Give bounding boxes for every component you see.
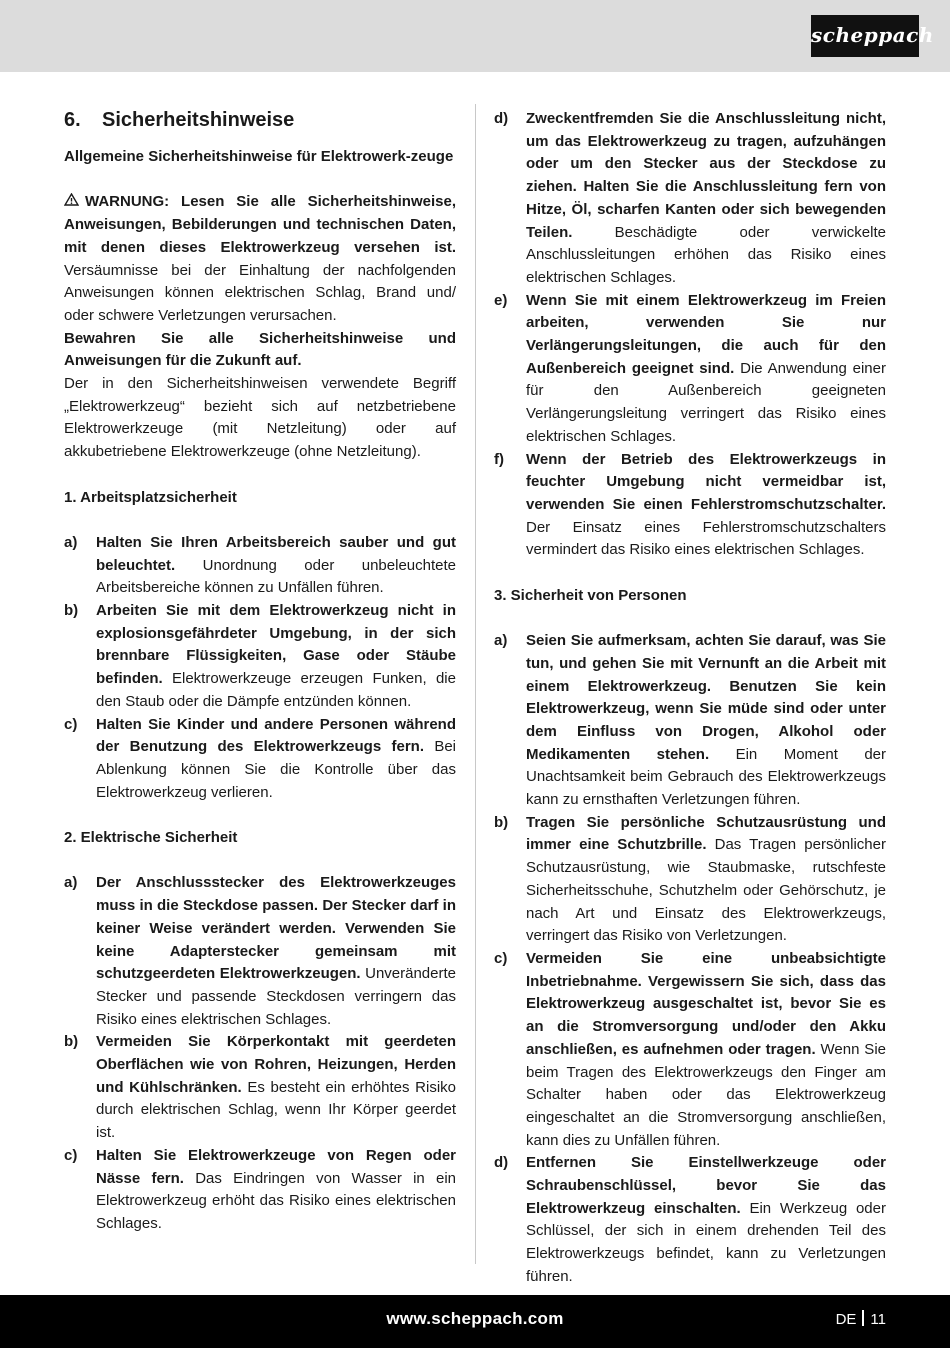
- list-item-body-text: Bei Ablenkung können Sie die Kontrolle über das Elektrowerkzeug verlieren.: [96, 738, 456, 801]
- list-item-bold-text: Tragen Sie persönliche Schutzausrüstung und immer eine Schutzbrille.: [526, 813, 886, 854]
- list-item-label: d): [494, 1154, 509, 1172]
- list-item-bold-text: Zweckentfremden Sie die Anschlussleitung nicht, um das Elektrowerkzeug zu tragen, aufzuhängen oder um den Stecker aus der Steckdose zu ziehen. Halten Sie die Anschlussleitung fern von Hitze, Öl, scharfen Kanten oder sich bewegenden Teilen.: [526, 110, 886, 241]
- list-item-label: c): [64, 715, 78, 733]
- page-header: [0, 0, 950, 72]
- list-item: [494, 108, 886, 290]
- warning-paragraph: [64, 191, 456, 327]
- list-item-body-text: Wenn Sie beim Tragen des Elektrowerkzeugs den Finger am Schalter haben oder das Elektrowerkzeug eingeschaltet an die Stromversorgung anschließen, kann dies zu Unfällen führen.: [526, 1040, 886, 1149]
- list-item-bold-text: Wenn Sie mit einem Elektrowerkzeug im Freien arbeiten, verwenden Sie nur Verlängerungsleitungen, die auch für den Außenbereich geeignet sind.: [526, 291, 886, 377]
- list-item: [64, 714, 456, 805]
- list-item-label: b): [64, 1033, 79, 1051]
- list-item-bold-text: Entfernen Sie Einstellwerkzeuge oder Schraubenschlüssel, bevor Sie das Elektrowerkzeug einschalten.: [526, 1154, 886, 1217]
- warning-triangle-icon: [64, 191, 79, 214]
- list-item-body-text: Ein Moment der Unachtsamkeit beim Gebrauch des Elektrowerkzeugs kann zu ernsthaften Verletzungen führen.: [526, 745, 886, 809]
- list-item-bold-text: Der Anschlussstecker des Elektrowerkzeuges muss in die Steckdose passen. Der Stecker darf in keiner Weise verändert werden. Verwenden Sie keine Adapterstecker gemeinsam mit schutzgeerdeten Elektrowerkzeugen.: [96, 874, 456, 983]
- list-item: [494, 449, 886, 563]
- list-item-body-text: Unordnung oder unbeleuchtete Arbeitsbereiche können zu Unfällen führen.: [96, 556, 456, 597]
- list-item-label: c): [494, 949, 508, 967]
- list-item-label: e): [494, 291, 508, 309]
- list-item-label: a): [494, 632, 508, 650]
- list-item-text: [526, 290, 886, 449]
- list-item: [64, 1031, 456, 1145]
- list-item-body-text: Die Anwendung einer für den Außenbereich geeigneten Verlängerungsleitung verringert das Risiko eines elektrischen Schlages.: [526, 359, 886, 445]
- subsection-heading-electrical: 2. Elektrische Sicherheit: [64, 829, 238, 847]
- scheppach-logo: scheppach: [811, 15, 919, 57]
- list-item-label: b): [64, 602, 79, 620]
- electrical-safety-list: [64, 872, 456, 1235]
- list-item-body-text: Ein Werkzeug oder Schlüssel, der sich in einem drehenden Teil des Elektrowerkzeugs befindet, kann zu Verletzungen führen.: [526, 1199, 886, 1285]
- list-item-label: a): [64, 533, 78, 551]
- list-item-text: [96, 532, 456, 600]
- list-item-text: [526, 108, 886, 290]
- list-item-bold-text: Vermeiden Sie eine unbeabsichtigte Inbetriebnahme. Vergewissern Sie sich, dass das Elektrowerkzeug ausgeschaltet ist, bevor Sie es an die Stromversorgung und/oder den Akku anschließen, es aufnehmen oder tragen.: [526, 949, 886, 1058]
- section-heading: [64, 108, 456, 132]
- list-item-body-text: Das Eindringen von Wasser in ein Elektrowerkzeug erhöht das Risiko eines elektrischen Schlages.: [96, 1169, 457, 1232]
- subsection-heading-personal: 3. Sicherheit von Personen: [494, 586, 687, 604]
- list-item-text: [526, 812, 886, 948]
- warning-body-text: Versäumnisse bei der Einhaltung der nachfolgenden Anweisungen können elektrischen Schlag, Brand und/ oder schwere Verletzungen verursachen.: [64, 261, 456, 324]
- column-divider: [475, 104, 476, 1264]
- personal-safety-list: [494, 630, 886, 1288]
- list-item: [494, 290, 886, 449]
- keep-instructions-text: Bewahren Sie alle Sicherheitshinweise und Anweisungen für die Zukunft auf.: [64, 329, 456, 370]
- general-heading: Allgemeine Sicherheitshinweise für Elektrowerk-zeuge: [64, 148, 454, 165]
- list-item-bold-text: Halten Sie Elektrowerkzeuge von Regen oder Nässe fern.: [96, 1146, 456, 1187]
- list-item: [494, 812, 886, 948]
- list-item-body-text: Unveränderte Stecker und passende Steckdosen verringern das Risiko eines elektrischen Schlages.: [96, 965, 456, 1028]
- list-item: [494, 948, 886, 1152]
- list-item: [494, 630, 886, 812]
- warning-bold-text: WARNUNG: Lesen Sie alle Sicherheitshinweise, Anweisungen, Bebilderungen und technischen Daten, mit denen dieses Elektrowerkzeug versehen ist.: [64, 193, 456, 256]
- term-definition-text: Der in den Sicherheitshinweisen verwendete Begriff „Elektrowerkzeug“ bezieht sich auf netzbetriebene Elektrowerkzeuge (mit Netzleitung) oder auf akkubetriebene Elektrowerkzeuge (ohne Netzleitung).: [64, 375, 456, 461]
- list-item-bold-text: Vermeiden Sie Körperkontakt mit geerdeten Oberflächen wie von Rohren, Heizungen, Herden und Kühlschränken.: [96, 1033, 456, 1096]
- list-item-text: [526, 449, 886, 563]
- list-item-body-text: Der Einsatz eines Fehlerstromschutzschalters vermindert das Risiko eines elektrischen Schlages.: [526, 518, 886, 559]
- page-footer: [0, 1295, 950, 1348]
- list-item-label: a): [64, 874, 78, 892]
- list-item-text: [96, 872, 456, 1031]
- list-item-bold-text: Wenn der Betrieb des Elektrowerkzeugs in feuchter Umgebung nicht vermeidbar ist, verwenden Sie einen Fehlerstromschutzschalter.: [526, 450, 886, 513]
- list-item: [64, 1145, 456, 1236]
- list-item-text: [96, 600, 456, 714]
- list-item-label: c): [64, 1146, 78, 1164]
- language-code: DE: [835, 1311, 857, 1328]
- list-item-bold-text: Halten Sie Kinder und andere Personen während der Benutzung des Elektrowerkzeugs fern.: [96, 715, 456, 756]
- list-item-text: [526, 1152, 886, 1288]
- right-column: [494, 108, 886, 1289]
- list-item: [494, 1152, 886, 1288]
- list-item-body-text: Beschädigte oder verwickelte Anschlussleitungen erhöhen das Risiko eines elektrischen Schlages.: [526, 223, 886, 286]
- section-number: 6.: [64, 109, 81, 131]
- workplace-safety-list: [64, 532, 456, 804]
- section-title: Sicherheitshinweise: [102, 109, 295, 131]
- page-indicator: [836, 1310, 886, 1328]
- list-item-label: d): [494, 110, 509, 127]
- page-separator: [862, 1310, 864, 1326]
- list-item-body-text: Elektrowerkzeuge erzeugen Funken, die den Staub oder die Dämpfe entzünden können.: [96, 670, 456, 710]
- list-item-text: [526, 948, 886, 1152]
- left-column: [64, 108, 456, 1236]
- list-item-label: b): [494, 813, 509, 831]
- list-item: [64, 872, 456, 1031]
- list-item: [64, 532, 456, 600]
- list-item-body-text: Das Tragen persönlicher Schutzausrüstung, wie Staubmaske, rutschfeste Sicherheitsschuhe, Schutzhelm oder Gehörschutz, je nach Art und Einsatz des Elektrowerkzeugs, verringert das Risiko von Verletzungen.: [526, 836, 886, 945]
- list-item-text: [96, 714, 456, 805]
- list-item-label: f): [494, 450, 504, 468]
- list-item-bold-text: Arbeiten Sie mit dem Elektrowerkzeug nicht in explosionsgefährdeter Umgebung, in der sich brennbare Flüssigkeiten, Gase oder Stäube befinden.: [96, 602, 456, 688]
- list-item-text: [526, 630, 886, 812]
- list-item-bold-text: Seien Sie aufmerksam, achten Sie darauf, was Sie tun, und gehen Sie mit Vernunft an die Arbeit mit einem Elektrowerkzeug. Benutzen Sie kein Elektrowerkzeug, wenn Sie müde sind oder unter dem Einfluss von Drogen, Alkohol oder Medikamenten stehen.: [526, 632, 886, 763]
- list-item: [64, 600, 456, 714]
- subsection-heading-workplace: 1. Arbeitsplatzsicherheit: [64, 488, 237, 506]
- list-item-text: [96, 1031, 456, 1145]
- page-number: 11: [870, 1311, 886, 1328]
- footer-website-link[interactable]: www.scheppach.com: [386, 1309, 564, 1328]
- list-item-bold-text: Halten Sie Ihren Arbeitsbereich sauber und gut beleuchtet.: [96, 533, 456, 574]
- electrical-safety-list-continued: [494, 108, 886, 562]
- list-item-body-text: Es besteht ein erhöhtes Risiko durch elektrischen Schlag, wenn Ihr Körper geerdet ist.: [96, 1078, 457, 1142]
- list-item-text: [96, 1145, 456, 1236]
